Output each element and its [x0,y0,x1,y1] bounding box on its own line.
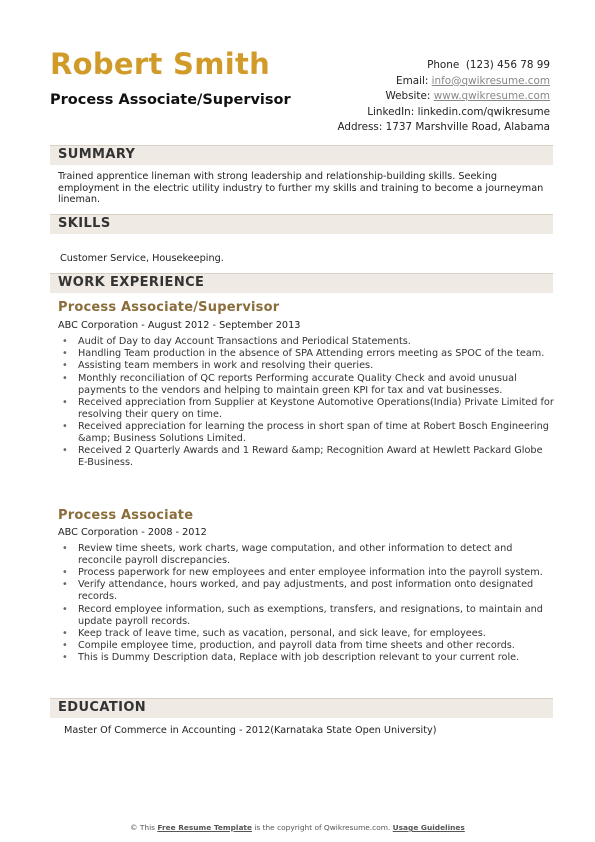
skills-section-header [50,214,553,234]
job-meta: ABC Corporation - 2008 - 2012 [58,527,207,538]
website-label: Website: [385,90,431,103]
address-value: 1737 Marshville Road, Alabama [385,121,550,134]
contact-website [230,89,550,105]
list-item: • Record employee information, such as exemptions, transfers, and resignations, to maintain and update payroll records. [60,604,554,628]
list-item: • Keep track of leave time, such as vacation, personal, and sick leave, for employees. [60,628,554,640]
job-bullets [60,336,554,469]
contact-address [230,120,550,136]
list-item: • Received appreciation from Supplier at Keystone Automotive Operations(India) Private Limited for resolving their query on time. [60,397,554,421]
linkedin-value: linkedin.com/qwikresume [417,105,550,118]
list-item: • Assisting team members in work and resolving their queries. [60,360,554,372]
job-title: Process Associate/Supervisor [58,300,280,315]
contact-block [230,58,550,136]
list-item: • Review time sheets, work charts, wage computation, and other information to detect and reconcile payroll discrepancies. [60,543,554,567]
summary-text: Trained apprentice lineman with strong leadership and relationship-building skills. Seeking employment in the electric utility industry to further my skills and training to become a journeyman lineman. [58,171,544,206]
candidate-role: Process Associate/Supervisor [50,92,291,108]
list-item: • Process paperwork for new employees and enter employee information into the payroll system. [60,567,554,579]
job-bullets [60,543,554,664]
email-link[interactable]: info@qwikresume.com [431,74,550,87]
list-item: • Monthly reconciliation of QC reports Performing accurate Quality Check and avoid unusual payments to the vendors and helping to maintain green KPI for tax and vat businesses. [60,373,554,397]
list-item: • Verify attendance, hours worked, and pay adjustments, and post information onto designated records. [60,579,554,603]
phone-label: Phone [427,59,460,71]
list-item: • Handling Team production in the absence of SPA Attending errors meeting as SPOC of the team. [60,348,554,360]
contact-linkedin [230,105,550,121]
contact-email [230,74,550,90]
usage-guidelines-link[interactable]: Usage Guidelines [392,823,465,832]
list-item: • Compile employee time, production, and payroll data from time sheets and other records. [60,640,554,652]
job-meta: ABC Corporation - August 2012 - September 2013 [58,320,301,331]
footer [0,823,595,832]
skills-heading: SKILLS [58,216,111,231]
skills-text: Customer Service, Housekeeping. [60,253,224,264]
linkedin-label: LinkedIn: [367,105,415,118]
footer-prefix: © This [130,823,156,832]
education-heading: EDUCATION [58,700,147,715]
address-label: Address: [337,121,383,134]
free-resume-template-link[interactable]: Free Resume Template [157,823,252,832]
list-item: • Received 2 Quarterly Awards and 1 Reward &amp; Recognition Award at Hewlett Packard Globe E-Business. [60,445,554,469]
job-title: Process Associate [58,508,194,523]
footer-copyright: is the copyright of Qwikresume.com. [254,823,391,832]
candidate-name: Robert Smith [50,47,271,81]
list-item: • Audit of Day to day Account Transactions and Periodical Statements. [60,336,554,348]
summary-section-header [50,145,553,165]
experience-heading: WORK EXPERIENCE [58,275,205,290]
list-item: • Received appreciation for learning the process in short span of time at Robert Bosch Engineering &amp; Business Solutions Limited. [60,421,554,445]
experience-section-header [50,273,553,293]
list-item: • This is Dummy Description data, Replace with job description relevant to your current role. [60,652,554,664]
email-label: Email: [396,74,429,87]
education-text: Master Of Commerce in Accounting - 2012(Karnataka State Open University) [64,725,437,736]
phone-value: (123) 456 78 99 [465,59,550,71]
contact-phone [230,58,550,74]
summary-heading: SUMMARY [58,147,136,162]
website-link[interactable]: www.qwikresume.com [433,90,550,103]
education-section-header [50,698,553,718]
